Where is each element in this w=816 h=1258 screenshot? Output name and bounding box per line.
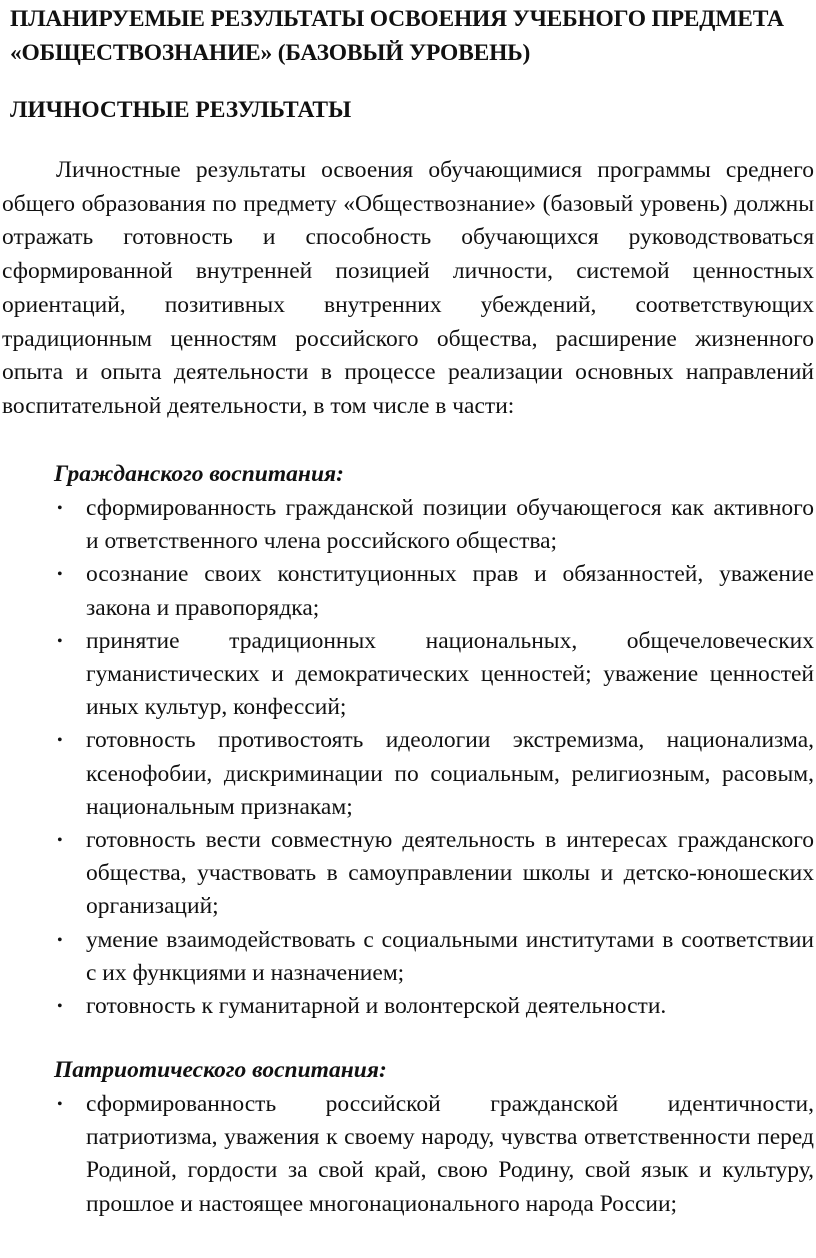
section-heading-patriotic: Патриотического воспитания: xyxy=(54,1057,387,1083)
patriotic-list xyxy=(0,1088,816,1221)
bullet-icon: • xyxy=(57,931,63,949)
list-item: • умение взаимодействовать с социальными институтами в соответствии с их функциями и назначением; xyxy=(0,924,816,990)
civic-list xyxy=(0,492,816,1023)
document-title: ПЛАНИРУЕМЫЕ РЕЗУЛЬТАТЫ ОСВОЕНИЯ УЧЕБНОГО ПРЕДМЕТА «ОБЩЕСТВОЗНАНИЕ» (БАЗОВЫЙ УРОВЕНЬ) xyxy=(10,6,784,66)
section-heading-civic: Гражданского воспитания: xyxy=(54,461,344,487)
list-item: • сформированность гражданской позиции обучающегося как активного и ответственного члена российского общества; xyxy=(0,492,816,558)
list-item: • готовность вести совместную деятельность в интересах гражданского общества, участвовать в самоуправлении школы и детско-юношеских организаций; xyxy=(0,824,816,924)
bullet-icon: • xyxy=(57,500,63,517)
bullet-icon: • xyxy=(57,732,63,750)
list-item: • готовность противостоять идеологии экстремизма, национализма, ксенофобии, дискриминации по социальным, религиозным, расовым, национальным признакам; xyxy=(0,724,816,824)
bullet-icon: • xyxy=(57,998,63,1016)
section-title-personal-results: ЛИЧНОСТНЫЕ РЕЗУЛЬТАТЫ xyxy=(10,97,352,123)
list-item: • готовность к гуманитарной и волонтерской деятельности. xyxy=(0,990,816,1023)
bullet-icon: • xyxy=(57,832,63,850)
list-item: • принятие традиционных национальных, общечеловеческих гуманистических и демократических ценностей; уважение ценностей иных культур, конфессий; xyxy=(0,625,816,725)
list-item: • осознание своих конституционных прав и обязанностей, уважение закона и правопорядка; xyxy=(0,558,816,624)
intro-paragraph: Личностные результаты освоения обучающимися программы среднего общего образования по предмету «Обществознание» (базовый уровень) должны отражать готовность и способность обучающихся руководствоваться сформированной внутренней позицией личности, системой ценностных ориентаций, позитивных внутренних убеждений, соответствующих традиционным ценностям российского общества, расширение жизненного опыта и опыта деятельности в процессе реализации основных направлений воспитательной деятельности, в том числе в части: xyxy=(2,157,814,419)
list-item: • сформированность российской гражданской идентичности, патриотизма, уважения к своему народу, чувства ответственности перед Родиной, гордости за свой край, свою Родину, свой язык и культуру, прошлое и настоящее многонационального народа России; xyxy=(0,1088,816,1221)
bullet-icon: • xyxy=(57,1096,63,1113)
bullet-icon: • xyxy=(57,566,63,584)
bullet-icon: • xyxy=(57,632,63,650)
